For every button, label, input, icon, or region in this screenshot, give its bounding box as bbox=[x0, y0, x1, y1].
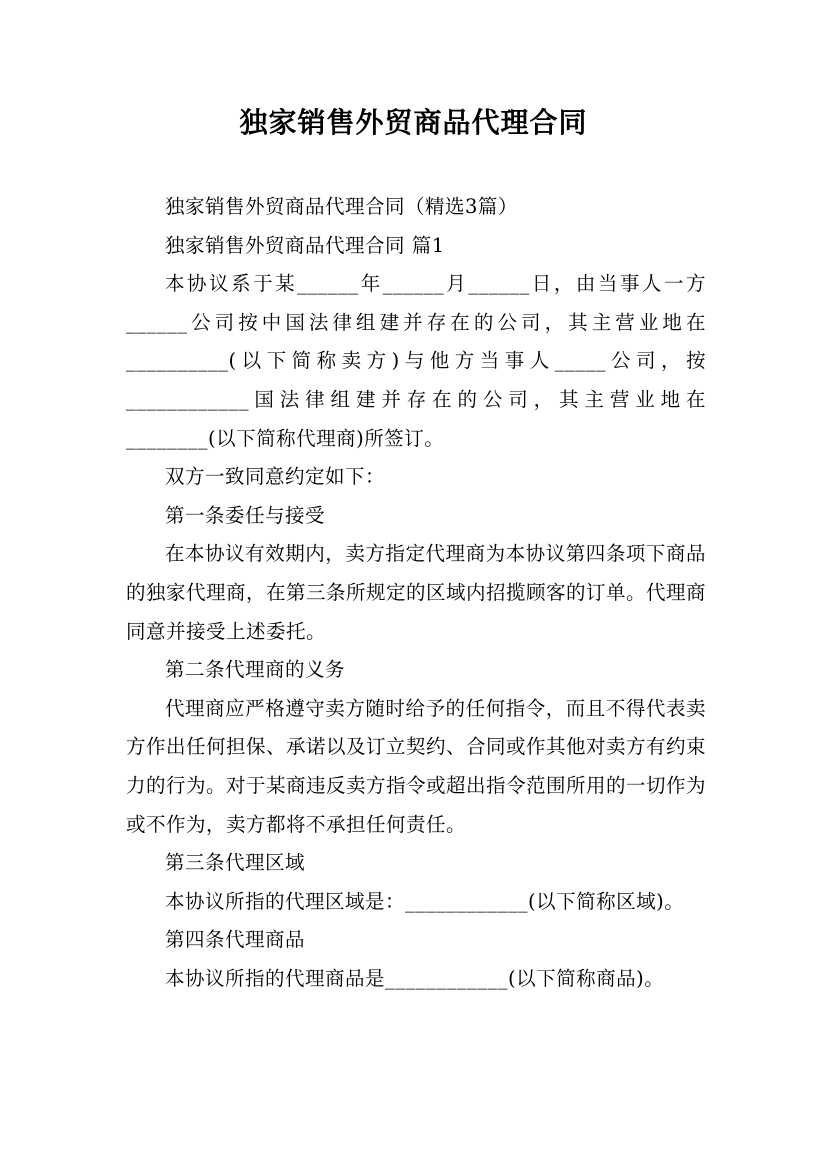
paragraph-agreement: 双方一致同意约定如下： bbox=[165, 465, 386, 489]
article-3-text: 本协议所指的代理区域是：____________(以下简称区域)。 bbox=[165, 889, 685, 913]
article-2-heading: 第二条代理商的义务 bbox=[165, 658, 346, 682]
article-4-heading: 第四条代理商品 bbox=[165, 928, 306, 952]
article-2-text: 代理商应严格遵守卖方随时给予的任何指令，而且不得代表卖方作出任何担保、承诺以及订立契约、合同或作其他对卖方有约束力的行为。对于某商违反卖方指令或超出指令范围所用的一切作为或不作为，卖方都将不承担任何责任。 bbox=[126, 696, 707, 836]
document-title: 独家销售外贸商品代理合同 bbox=[239, 106, 588, 139]
paragraph-parties: 本协议系于某______年______月______日，由当事人一方______公司按中国法律组建并存在的公司，其主营业地在__________(以下简称卖方)与他方当事人_____公司，按____________国法律组建并存在的公司，其主营业地在________(以下简称代理商)所签订。 bbox=[126, 272, 706, 450]
article-1-text: 在本协议有效期内，卖方指定代理商为本协议第四条项下商品的独家代理商，在第三条所规定的区域内招揽顾客的订单。代理商同意并接受上述委托。 bbox=[126, 542, 707, 643]
article-4-text: 本协议所指的代理商品是____________(以下简称商品)。 bbox=[165, 966, 665, 990]
article-1-heading: 第一条委任与接受 bbox=[165, 503, 326, 527]
article-3-heading: 第三条代理区域 bbox=[165, 851, 306, 875]
subtitle-selection: 独家销售外贸商品代理合同（精选3篇） bbox=[165, 195, 518, 218]
subtitle-part-1: 独家销售外贸商品代理合同 篇1 bbox=[165, 233, 445, 257]
document-body bbox=[126, 188, 706, 998]
